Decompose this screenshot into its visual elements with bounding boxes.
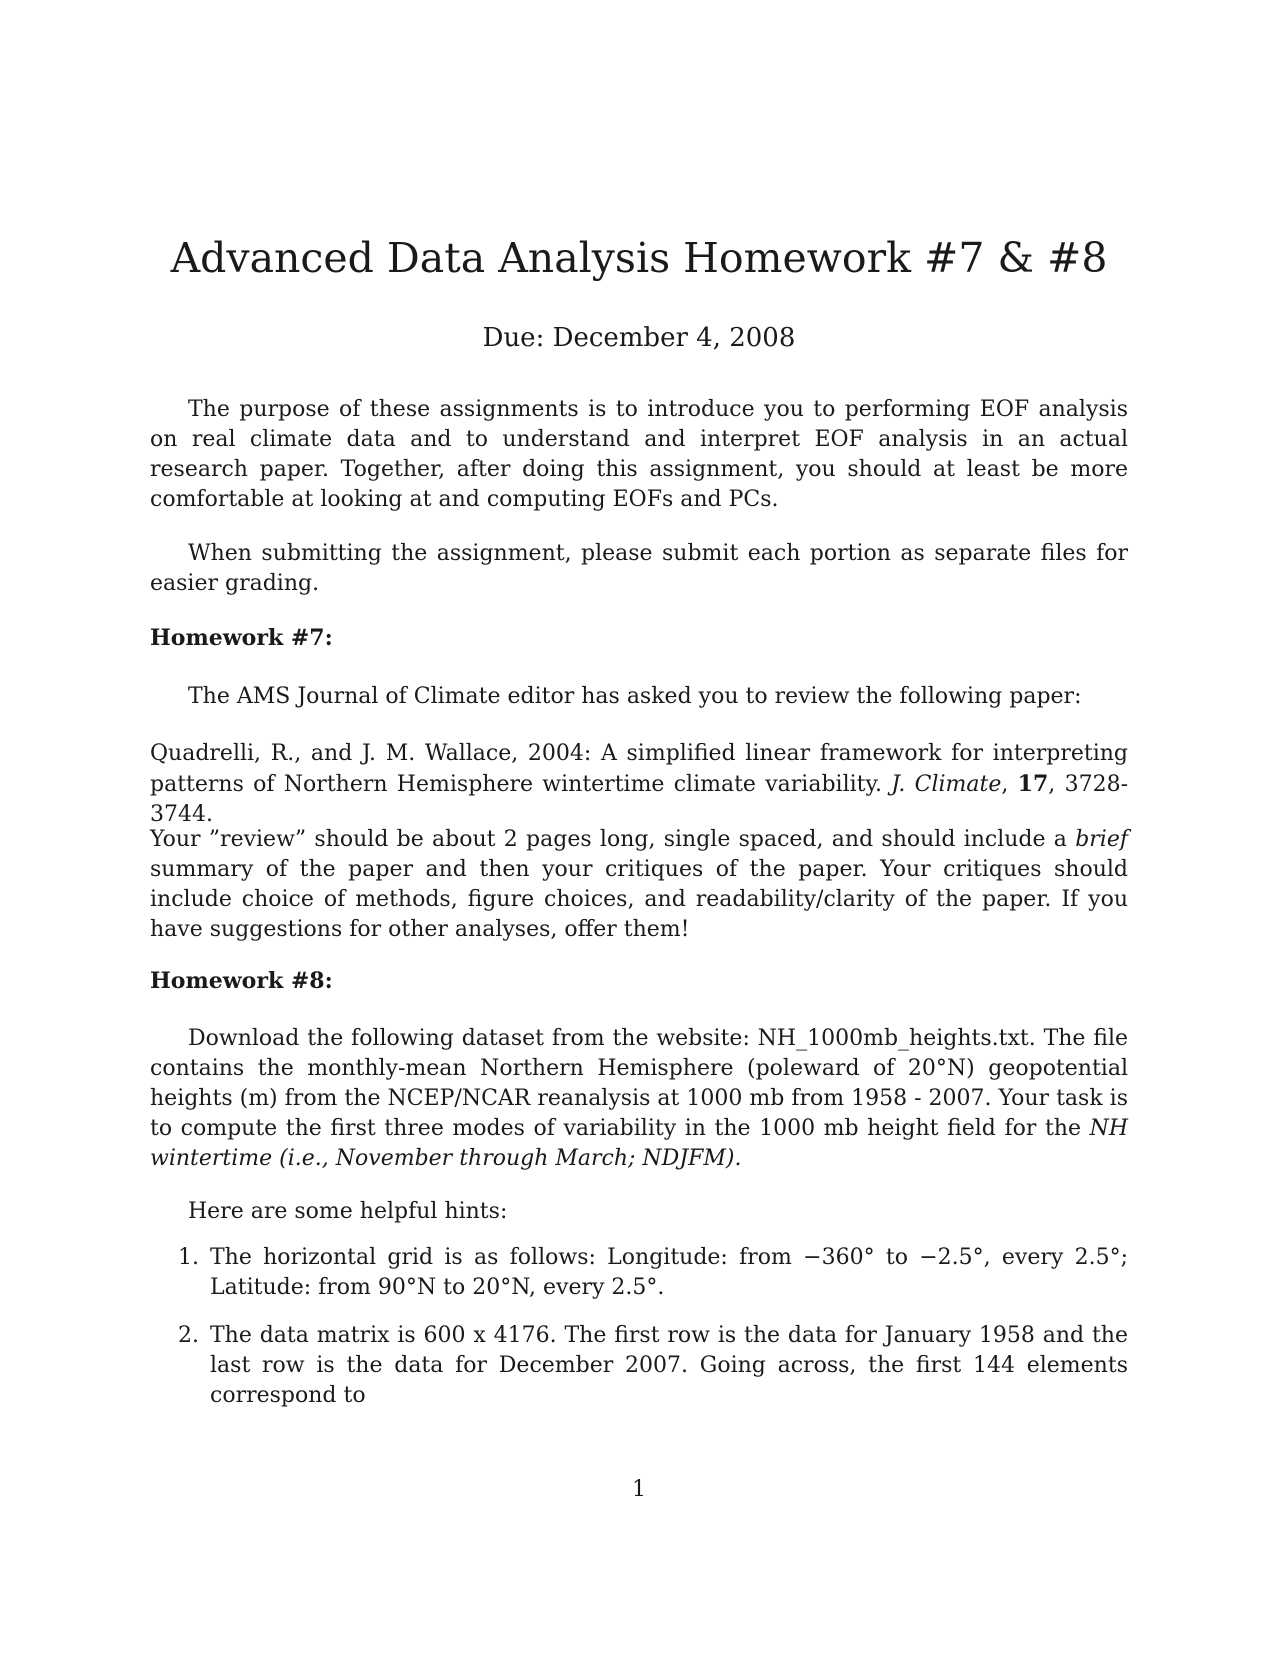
citation-volume: 17 bbox=[1017, 771, 1049, 797]
review-instructions bbox=[150, 825, 1128, 945]
review-emphasis: brief bbox=[1075, 827, 1128, 852]
hint-text: The data matrix is 600 x 4176. The first row is the data for January 1958 and the last row is the data for December 2007. Going across, the first 144 elements correspond to bbox=[210, 1323, 1128, 1408]
hw8-task bbox=[150, 1024, 1128, 1174]
intro-paragraph: The purpose of these assignments is to introduce you to performing EOF analysis on real climate data and to understand and interpret EOF analysis in an actual research paper. Together, after doing this assignment, you should at least be more comfortable at looking at and computing EOFs and PCs. bbox=[150, 397, 1128, 512]
document-page bbox=[150, 0, 1128, 1656]
hw7-heading: Homework #7: bbox=[150, 625, 333, 651]
review-text-1: Your ”review” should be about 2 pages long, single spaced, and should include a bbox=[150, 827, 1067, 852]
due-date: Due: December 4, 2008 bbox=[482, 323, 796, 353]
hint-text: The horizontal grid is as follows: Longitude: from −360° to −2.5°, every 2.5°; Latitude: from 90°N to 20°N, every 2.5°. bbox=[210, 1245, 1128, 1300]
paper-citation: Quadrelli, R., and J. M. Wallace, 2004: A simplified linear framework for interpreting patterns of Northern Hemisphere wintertime climate variability. J. Climate, 17, 3728-3744. bbox=[150, 741, 1128, 827]
hw7-request: The AMS Journal of Climate editor has asked you to review the following paper: bbox=[188, 684, 1082, 709]
hint-number: 1. bbox=[178, 1245, 199, 1270]
hints-intro: Here are some helpful hints: bbox=[188, 1199, 508, 1224]
list-item bbox=[150, 1321, 1128, 1411]
review-text-2: summary of the paper and then your critiques of the paper. Your critiques should include choice of methods, figure choices, and readability/clarity of the paper. If you have suggestions for other analyses, offer them! bbox=[150, 857, 1128, 942]
list-item bbox=[150, 1243, 1128, 1303]
hw8-heading: Homework #8: bbox=[150, 968, 333, 994]
page-number: 1 bbox=[632, 1477, 646, 1502]
citation-pages: 3728-3744. bbox=[150, 772, 1128, 827]
citation-journal: J. Climate bbox=[891, 772, 1002, 797]
hints-list bbox=[150, 1243, 1128, 1429]
hint-number: 2. bbox=[178, 1323, 199, 1348]
document-title: Advanced Data Analysis Homework #7 & #8 bbox=[170, 234, 1108, 282]
citation-authors: Quadrelli, R., and J. M. Wallace, 2004: A simplified linear framework for interpreting patterns of Northern Hemisphere wintertime climate variability. bbox=[150, 741, 1128, 797]
hw8-task-emphasis: NH wintertime (i.e., November through March; NDJFM). bbox=[150, 1116, 1128, 1171]
hw8-task-text: Download the following dataset from the website: NH_1000mb_heights.txt. The file contains the monthly-mean Northern Hemisphere (poleward of 20°N) geopotential heights (m) from the NCEP/NCAR reanalysis at 1000 mb from 1958 - 2007. Your task is to compute the first three modes of variability in the 1000 mb height field for the bbox=[150, 1026, 1128, 1141]
submission-paragraph: When submitting the assignment, please submit each portion as separate files for easier grading. bbox=[150, 541, 1128, 596]
